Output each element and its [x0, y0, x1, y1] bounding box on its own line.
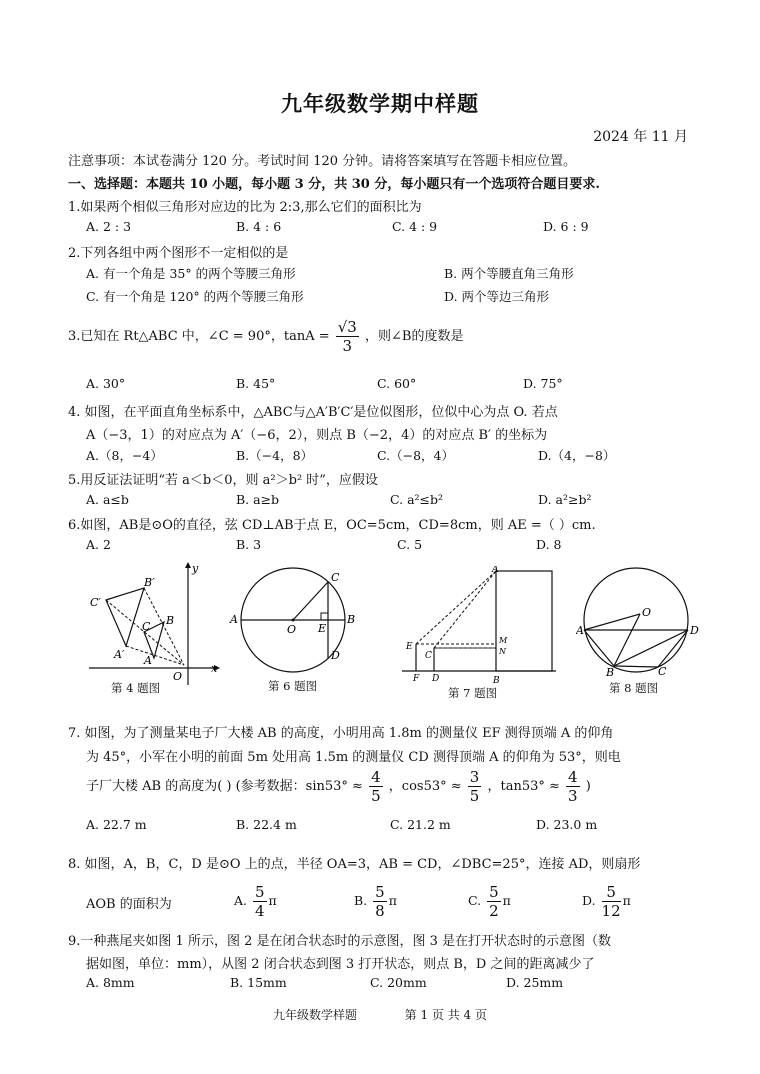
q8-option-a-pi: π	[268, 893, 277, 908]
q7-frac-tan-num: 4	[568, 768, 578, 786]
q6-option-b: B. 3	[236, 537, 262, 552]
q8-option-d-label: D.	[582, 893, 596, 908]
q5-option-d: D. a²≥b²	[538, 492, 592, 507]
fig7-building	[496, 571, 552, 671]
q7-line3c: ，tan53° ≈	[487, 779, 560, 794]
fig4-caption: 第 4 题图	[111, 681, 161, 695]
q7-line2: 为 45°，小军在小明的前面 5m 处用高 1.5m 的测量仪 CD 测得顶端 A 的仰角为 53°，则电	[86, 750, 621, 765]
q5-option-a: A. a≤b	[86, 492, 129, 507]
q8-option-b-den: 8	[375, 902, 385, 920]
q9-option-d: D. 25mm	[506, 975, 564, 990]
fig8-label-d: D	[690, 624, 699, 637]
figure-8	[576, 564, 708, 680]
q2-option-a: A. 有一个角是 35° 的两个等腰三角形	[86, 266, 296, 281]
q4-option-a: A.（8，−4）	[86, 448, 163, 463]
fig7-label-f: F	[413, 674, 420, 684]
fig4-label-a1: A′	[114, 648, 125, 661]
section-heading: 一、选择题：本题共 10 小题，每小题 3 分，共 30 分，每小题只有一个选项符合题目要求.	[68, 177, 600, 192]
fig4-label-c: C	[142, 620, 151, 633]
q8-option-d-den: 12	[601, 902, 621, 920]
fig7-label-e: E	[406, 642, 413, 652]
q8-option-c-pi: π	[502, 893, 511, 908]
fig4-label-a: A	[144, 654, 152, 667]
q1-option-c: C. 4 : 9	[392, 219, 438, 234]
q8-option-c-den: 2	[489, 902, 499, 920]
page-footer	[0, 1006, 760, 1023]
q9-line2: 据如图，单位：mm），从图 2 闭合状态到图 3 打开状态，则点 B，D 之间的距离减少了	[86, 957, 595, 972]
q8-line1: 8. 如图，A，B，C，D 是⊙O 上的点，半径 OA=3，AB = CD，∠DBC=25°，连接 AD，则扇形	[68, 857, 641, 872]
q1-option-b: B. 4 : 6	[236, 219, 282, 234]
q8-option-a-num: 5	[255, 883, 265, 901]
fig6-label-o: O	[287, 623, 297, 636]
q8-option-d-num: 5	[602, 883, 621, 902]
fig8-label-b: B	[606, 666, 615, 679]
q9-option-c: C. 20mm	[370, 975, 427, 990]
fig6-label-c: C	[331, 571, 340, 584]
figure-7	[400, 566, 558, 684]
q5-option-c: C. a²≤b²	[390, 492, 444, 507]
q8-option-a-den: 4	[255, 902, 265, 920]
q4-line2: A（−3，1）的对应点为 A′（−6，2），则点 B（−2，4）的对应点 B′ 的坐标为	[86, 428, 548, 443]
exam-date: 2024 年 11 月	[593, 129, 688, 145]
q7-frac-cos-den: 5	[469, 787, 480, 805]
q3-option-c: C. 60°	[377, 376, 417, 391]
q8-option-b	[354, 883, 397, 920]
fig7-label-b: B	[493, 676, 500, 684]
fig7-label-n: N	[499, 647, 506, 656]
q8-option-a	[234, 883, 277, 920]
fig4-triangle-big	[106, 588, 144, 646]
fig7-rect-cd	[434, 648, 496, 671]
q4-option-b: B.（−4，8）	[236, 448, 314, 463]
q8-option-c	[468, 883, 511, 920]
q2-option-b: B. 两个等腰直角三角形	[444, 266, 574, 281]
q2-option-c: C. 有一个角是 120° 的两个等腰三角形	[86, 289, 304, 304]
q7-frac-tan-den: 3	[568, 787, 578, 805]
page-title: 九年级数学期中样题	[281, 91, 479, 116]
q1-stem: 1.如果两个相似三角形对应边的比为 2:3,那么它们的面积比为	[68, 200, 422, 215]
q7-frac-sin-num: 4	[371, 768, 381, 786]
q7-frac-sin-den: 5	[371, 787, 381, 805]
q3-option-d: D. 75°	[523, 376, 563, 391]
q7-option-b: B. 22.4 m	[236, 817, 297, 832]
fig8-chord-bc	[614, 666, 658, 667]
q9-option-a: A. 8mm	[86, 975, 135, 990]
q7-line1: 7. 如图，为了测量某电子厂大楼 AB 的高度，小明用高 1.8m 的测量仪 EF 测得顶端 A 的仰角	[68, 726, 614, 741]
fig7-label-c: C	[425, 651, 432, 661]
q3-stem-a: 3.已知在 Rt△ABC 中，∠C = 90°，tanA =	[68, 329, 330, 344]
fig8-label-c: C	[658, 665, 667, 678]
q7-option-c: C. 21.2 m	[390, 817, 451, 832]
fig4-y-arrow	[185, 562, 191, 568]
fig6-label-e: E	[318, 622, 327, 635]
q6-option-a: A. 2	[86, 537, 111, 552]
q2-stem: 2.下列各组中两个图形不一定相似的是	[68, 246, 289, 261]
q3-fraction	[336, 318, 359, 355]
fig7-label-m: M	[499, 636, 508, 645]
footer-title: 九年级数学样题	[272, 1008, 357, 1022]
q1-option-d: D. 6 : 9	[543, 219, 589, 234]
q7-line3b: ，cos53° ≈	[388, 779, 462, 794]
fig8-label-o: O	[642, 606, 652, 619]
q4-option-c: C.（−8，4）	[377, 448, 454, 463]
q3-den: 3	[342, 337, 353, 355]
fig4-label-b: B	[166, 614, 175, 627]
q7-option-a: A. 22.7 m	[86, 817, 147, 832]
fig8-radius-oa	[584, 614, 640, 630]
q3-sqrt3: √3	[337, 318, 357, 336]
q3-stem-b: ，则∠B的度数是	[365, 329, 464, 344]
fig4-label-y: y	[192, 562, 199, 575]
q8-option-c-label: C.	[468, 893, 482, 908]
fig8-label-a: A	[576, 624, 584, 637]
fig6-radius-oc	[293, 582, 328, 620]
q1-option-a: A. 2 : 3	[86, 219, 132, 234]
fig7-label-d: D	[432, 674, 440, 684]
fig8-radius-ob	[614, 614, 640, 666]
notice: 注意事项：本试卷满分 120 分。考试时间 120 分钟。请将答案填写在答题卡相应位置。	[68, 154, 577, 169]
figure-4	[84, 560, 226, 692]
q9-line1: 9.一种燕尾夹如图 1 所示，图 2 是在闭合状态时的示意图，图 3 是在打开状态时的示意图（数	[68, 934, 612, 949]
fig8-circle	[584, 568, 688, 672]
fig6-label-d: D	[331, 649, 340, 662]
q7-line3	[86, 768, 591, 805]
q6-stem: 6.如图，AB是⊙O的直径，弦 CD⊥AB于点 E，OC=5cm，CD=8cm，则 AE =（ ）cm.	[68, 518, 596, 533]
q7-line3a: 子厂大楼 AB 的高度为( ) (参考数据：sin53° ≈	[86, 779, 363, 794]
q4-option-d: D.（4，−8）	[538, 448, 616, 463]
q7-option-d: D. 23.0 m	[536, 817, 598, 832]
fig6-center-dot	[292, 619, 295, 622]
q8-option-d	[582, 883, 631, 920]
figure-6	[228, 563, 360, 679]
q3-option-a: A. 30°	[86, 376, 126, 391]
fig6-label-b: B	[347, 613, 356, 626]
fig4-ray-a	[126, 646, 184, 665]
q7-frac-cos-num: 3	[469, 768, 480, 786]
fig7-caption: 第 7 题图	[448, 686, 498, 700]
q8-option-b-pi: π	[388, 893, 397, 908]
q7-frac-tan	[566, 768, 580, 805]
fig8-chord-cd	[658, 630, 688, 667]
q4-line1: 4. 如图，在平面直角坐标系中，△ABC与△A′B′C′是位似图形，位似中心为点 O. 若点	[68, 405, 558, 420]
q2-option-d: D. 两个等边三角形	[444, 289, 550, 304]
fig7-label-a: A	[492, 566, 499, 575]
fig4-label-c1: C′	[90, 596, 101, 609]
fig4-label-x: x	[211, 662, 218, 675]
fig8-caption: 第 8 题图	[609, 681, 659, 695]
q7-line3d: )	[585, 779, 591, 794]
q5-stem: 5.用反证法证明“若 a＜b＜0，则 a²＞b² 时”，应假设	[68, 473, 378, 488]
fig6-right-angle	[321, 613, 328, 620]
q8-option-c-num: 5	[489, 883, 499, 901]
fig4-label-b1: B′	[144, 576, 155, 589]
fig7-sight-e	[416, 571, 496, 644]
fig4-label-o: O	[173, 670, 183, 683]
q8-line2: AOB 的面积为	[86, 897, 172, 912]
q6-option-d: D. 8	[536, 537, 562, 552]
q3-option-b: B. 45°	[236, 376, 276, 391]
fig7-sight-c	[434, 571, 496, 648]
fig6-caption: 第 6 题图	[268, 679, 318, 693]
q3-stem	[68, 318, 463, 355]
q8-option-b-label: B.	[354, 893, 368, 908]
q8-option-d-pi: π	[622, 893, 631, 908]
fig6-label-a: A	[230, 613, 238, 626]
q7-frac-cos	[468, 768, 482, 805]
q9-option-b: B. 15mm	[230, 975, 287, 990]
footer-page-number: 第 1 页 共 4 页	[404, 1008, 487, 1022]
fig8-chord-bd	[614, 630, 688, 666]
fig8-chord-ab	[584, 630, 614, 666]
q8-option-a-label: A.	[234, 893, 248, 908]
q5-option-b: B. a≥b	[236, 492, 280, 507]
q7-frac-sin	[369, 768, 383, 805]
q8-option-b-num: 5	[375, 883, 385, 901]
q6-option-c: C. 5	[397, 537, 423, 552]
